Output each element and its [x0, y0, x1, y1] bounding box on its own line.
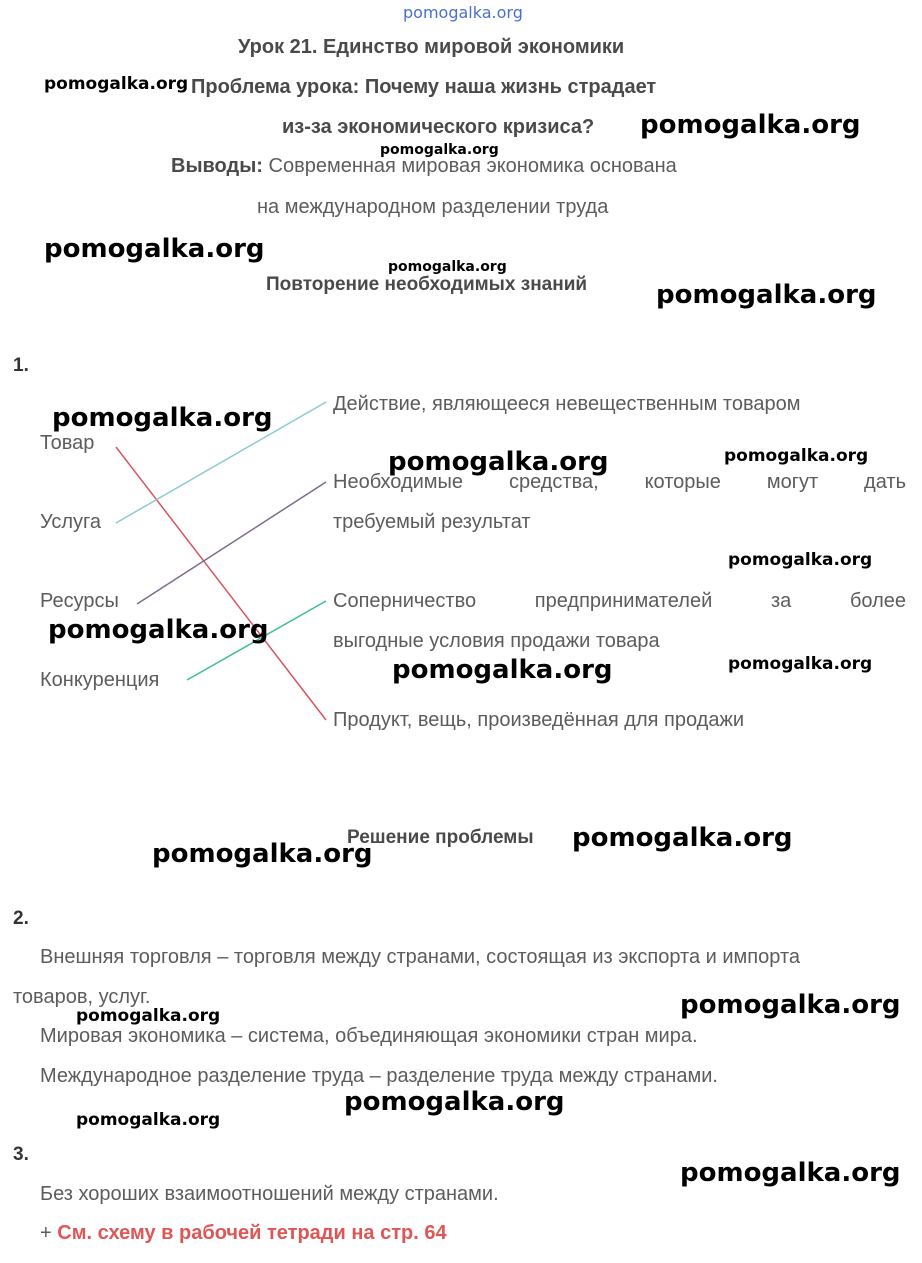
task2-p3: Международное разделение труда – разделение труда между странами. — [40, 1065, 718, 1087]
watermark: pomogalka.org — [76, 1110, 221, 1130]
watermark: pomogalka.org — [44, 234, 265, 264]
definition-2-line-1: Необходимые средства, которые могут дать — [333, 471, 906, 493]
watermark: pomogalka.org — [392, 655, 613, 685]
term-tovar: Товар — [40, 432, 95, 454]
watermark: pomogalka.org — [344, 1087, 565, 1117]
watermark: pomogalka.org — [640, 110, 861, 140]
watermark: pomogalka.org — [388, 447, 609, 477]
definition-1: Действие, являющееся невещественным товаром — [333, 393, 801, 415]
watermark: pomogalka.org — [680, 990, 901, 1020]
task2-p2: Мировая экономика – система, объединяющая экономики стран мира. — [40, 1025, 698, 1047]
watermark: pomogalka.org — [44, 74, 189, 94]
conclusions-text: Современная мировая экономика основана — [268, 155, 677, 177]
problem-line-2: из-за экономического кризиса? — [282, 116, 595, 138]
watermark: pomogalka.org — [724, 446, 869, 466]
watermark: pomogalka.org — [388, 259, 507, 275]
watermark: pomogalka.org — [728, 654, 873, 674]
definition-2-line-2: требуемый результат — [333, 511, 531, 533]
task3-reference-line — [40, 1222, 447, 1245]
task2-p1-line-1: Внешняя торговля – торговля между странами, состоящая из экспорта и импорта — [40, 946, 800, 968]
task3-number: 3. — [13, 1144, 29, 1165]
watermark: pomogalka.org — [680, 1158, 901, 1188]
term-usluga: Услуга — [40, 511, 102, 533]
lesson-title: Урок 21. Единство мировой экономики — [238, 36, 625, 58]
watermark: pomogalka.org — [52, 403, 273, 433]
definition-3-line-2: выгодные условия продажи товара — [333, 630, 660, 652]
task2-number: 2. — [13, 908, 29, 929]
definition-3-line-1: Соперничество предпринимателей за более — [333, 590, 906, 612]
definition-4: Продукт, вещь, произведённая для продажи — [333, 709, 744, 731]
problem-line-1: Проблема урока: Почему наша жизнь страдает — [191, 76, 657, 98]
line-resursy-means — [137, 482, 326, 604]
term-resursy: Ресурсы — [40, 590, 119, 612]
conclusions-label: Выводы: — [171, 155, 263, 177]
task1-number: 1. — [13, 355, 29, 376]
review-heading: Повторение необходимых знаний — [266, 274, 588, 295]
task3-answer: Без хороших взаимоотношений между странами. — [40, 1183, 499, 1205]
task2-p1-line-2: товаров, услуг. — [13, 986, 151, 1008]
watermark: pomogalka.org — [152, 839, 373, 869]
watermark: pomogalka.org — [380, 142, 499, 158]
watermark: pomogalka.org — [728, 550, 873, 570]
solution-heading: Решение проблемы — [347, 827, 534, 848]
term-konkurentsiya: Конкуренция — [40, 669, 160, 691]
watermark: pomogalka.org — [48, 615, 269, 645]
watermark: pomogalka.org — [76, 1006, 221, 1026]
watermark-top: pomogalka.org — [403, 3, 523, 22]
watermark: pomogalka.org — [572, 823, 793, 853]
watermark: pomogalka.org — [656, 280, 877, 310]
workbook-reference: См. схему в рабочей тетради на стр. 64 — [57, 1222, 447, 1244]
conclusions-line-2: на международном разделении труда — [257, 196, 609, 218]
plus-sign: + — [40, 1222, 52, 1244]
